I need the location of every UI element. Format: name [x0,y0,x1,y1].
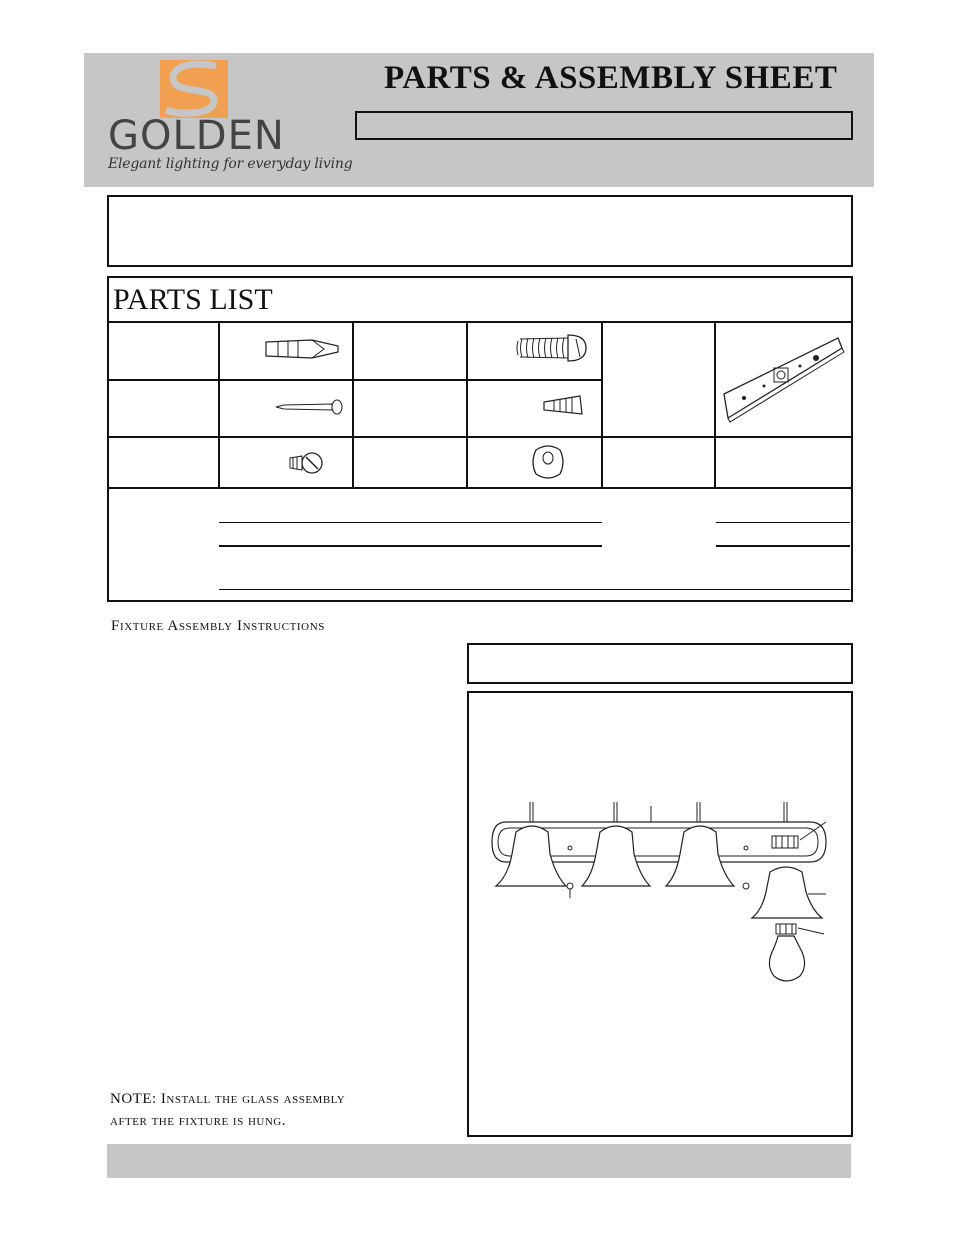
note-text: NOTE: Install the glass assembly [110,1091,346,1107]
table-divider [466,321,468,488]
set-screw-icon [288,448,324,478]
finial-knob-icon [530,444,566,480]
table-divider [601,321,603,488]
diagram-label-box [467,643,853,684]
description-box [107,195,853,267]
nail-icon [274,398,344,416]
golden-logo-icon [160,60,228,118]
mounting-screw-icon [514,331,588,365]
model-number-field [355,111,853,140]
instructions-heading: Fixture Assembly Instructions [111,618,325,634]
table-divider [218,321,220,488]
table-divider [716,545,850,547]
wall-anchor-icon [264,336,342,362]
table-divider [219,522,602,523]
table-divider [714,321,716,488]
brand-tagline: Elegant lighting for everyday living [108,156,353,172]
footer-bar [107,1144,851,1178]
brand-name: GOLDEN [108,113,285,159]
table-divider [219,589,850,590]
table-divider [352,321,354,488]
table-divider [219,545,602,547]
sheet-title: PARTS & ASSEMBLY SHEET [384,60,838,96]
wire-nut-icon [542,394,584,416]
crossbar-icon [720,334,846,426]
table-divider [107,379,603,381]
note-text: after the fixture is hung. [110,1113,286,1129]
parts-list-title: PARTS LIST [113,283,273,316]
table-divider [716,522,850,523]
fixture-diagram [490,800,830,990]
